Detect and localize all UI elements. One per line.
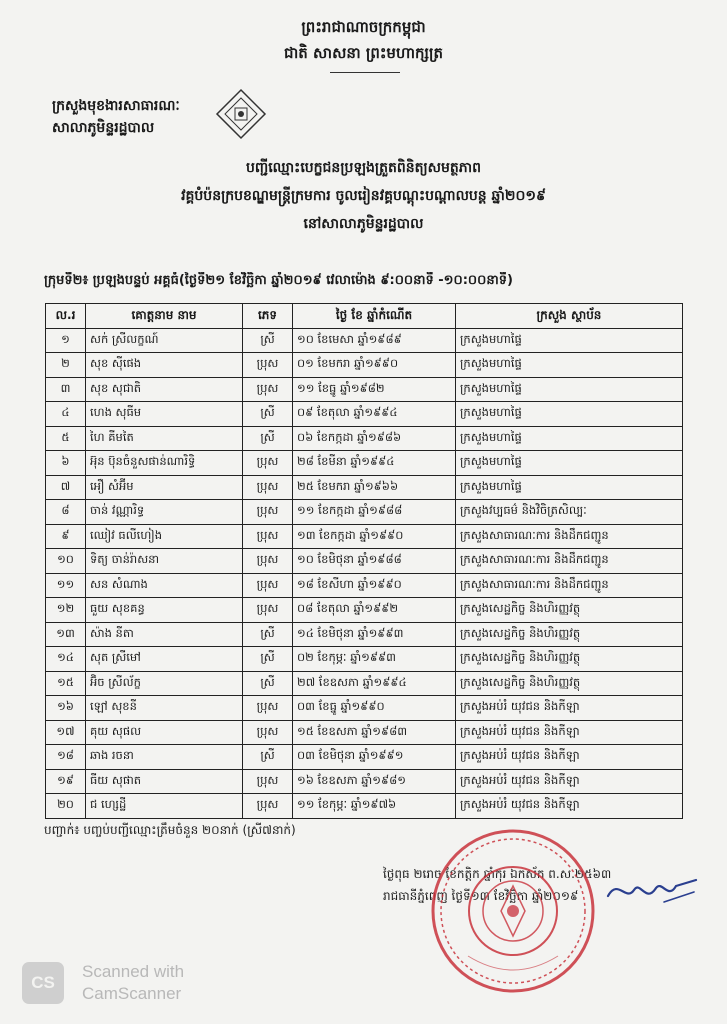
cell-sex: ស្រី xyxy=(243,745,293,770)
cell-ministry: ក្រសួងមហាផ្ទៃ xyxy=(456,451,683,476)
cell-birthdate: ០២ ខែកុម្ភៈ ឆ្នាំ១៩៩៣ xyxy=(293,647,456,672)
cell-birthdate: ១១ ខែកក្កដា ឆ្នាំ១៩៨៨ xyxy=(293,500,456,525)
cell-sex: ប្រុស xyxy=(243,353,293,378)
cell-name: សុត ស្រីមៅ xyxy=(86,647,243,672)
candidate-table xyxy=(45,303,683,819)
table-body xyxy=(46,328,683,818)
cell-number: ១៥ xyxy=(46,671,86,696)
camscanner-logo-icon: CS xyxy=(22,962,64,1004)
cell-name: សុខ សុជាតិ xyxy=(86,377,243,402)
table-row xyxy=(46,328,683,353)
cell-ministry: ក្រសួងអប់រំ យុវជន និងកីឡា xyxy=(456,745,683,770)
cell-sex: ប្រុស xyxy=(243,573,293,598)
cell-birthdate: ០៩ ខែតុលា ឆ្នាំ១៩៩៤ xyxy=(293,402,456,427)
cell-number: ១២ xyxy=(46,598,86,623)
cell-ministry: ក្រសួងអប់រំ យុវជន និងកីឡា xyxy=(456,720,683,745)
cell-number: ១៧ xyxy=(46,720,86,745)
kingdom-motto: ជាតិ សាសនា ព្រះមហាក្សត្រ xyxy=(284,44,443,62)
cell-ministry: ក្រសួងមហាផ្ទៃ xyxy=(456,426,683,451)
cell-birthdate: ១០ ខែមេសា ឆ្នាំ១៩៨៩ xyxy=(293,328,456,353)
cell-number: ១ xyxy=(46,328,86,353)
cell-name: ឈៀវ ធលីហៀង xyxy=(86,524,243,549)
table-row xyxy=(46,377,683,402)
table-row xyxy=(46,451,683,476)
cell-sex: ស្រី xyxy=(243,426,293,451)
cell-ministry: ក្រសួងមហាផ្ទៃ xyxy=(456,328,683,353)
cell-number: ៤ xyxy=(46,402,86,427)
ministry-emblem-icon xyxy=(215,88,267,140)
cell-birthdate: ២៥ ខែមករា ឆ្នាំ១៩៦៦ xyxy=(293,475,456,500)
document-subtitle: វគ្គបំប៉នក្របខណ្ឌមន្ត្រីក្រមការ ចូលរៀនវគ្គបណ្តុះបណ្តាលបន្ត ឆ្នាំ២០១៩ xyxy=(181,188,546,204)
cell-name: សន សំណាង xyxy=(86,573,243,598)
watermark-line2: CamScanner xyxy=(82,984,182,1003)
cell-name: សក់ ស្រីលក្ខណ៍ xyxy=(86,328,243,353)
table-row xyxy=(46,475,683,500)
signature-mark xyxy=(604,872,700,912)
decorative-divider xyxy=(330,72,400,79)
cell-number: ១៨ xyxy=(46,745,86,770)
cell-birthdate: ១១ ខែកុម្ភៈ ឆ្នាំ១៩៧៦ xyxy=(293,794,456,819)
cell-birthdate: ០១ ខែមករា ឆ្នាំ១៩៩០ xyxy=(293,353,456,378)
cell-birthdate: ១០ ខែមិថុនា ឆ្នាំ១៩៨៨ xyxy=(293,549,456,574)
cell-ministry: ក្រសួងអប់រំ យុវជន និងកីឡា xyxy=(456,769,683,794)
cell-ministry: ក្រសួងសាធារណៈការ និងដឹកជញ្ជូន xyxy=(456,524,683,549)
cell-number: ៥ xyxy=(46,426,86,451)
cell-name: អឿ សំអ៊ីម xyxy=(86,475,243,500)
table-row xyxy=(46,622,683,647)
cell-name: អ៊ុន ប៊ុនចំនួសផាន់ណារិទ្ធិ xyxy=(86,451,243,476)
cell-ministry: ក្រសួងអប់រំ យុវជន និងកីឡា xyxy=(456,696,683,721)
cell-number: ៣ xyxy=(46,377,86,402)
table-row xyxy=(46,745,683,770)
cell-sex: ប្រុស xyxy=(243,598,293,623)
cell-birthdate: ១៦ ខែឧសភា ឆ្នាំ១៩៨១ xyxy=(293,769,456,794)
cell-sex: ប្រុស xyxy=(243,794,293,819)
cell-number: ៩ xyxy=(46,524,86,549)
cell-ministry: ក្រសួងមហាផ្ទៃ xyxy=(456,377,683,402)
document-title: បញ្ជីឈ្មោះបេក្ខជនប្រឡងត្រួតពិនិត្យសមត្ថភាព xyxy=(245,160,482,176)
cell-number: ១១ xyxy=(46,573,86,598)
cell-sex: ស្រី xyxy=(243,671,293,696)
cell-number: ២ xyxy=(46,353,86,378)
cell-sex: ប្រុស xyxy=(243,475,293,500)
cell-name: ចាន់ វណ្ណារិទ្ធ xyxy=(86,500,243,525)
cell-ministry: ក្រសួងសាធារណៈការ និងដឹកជញ្ជូន xyxy=(456,549,683,574)
cell-birthdate: ១៨ ខែសីហា ឆ្នាំ១៩៩០ xyxy=(293,573,456,598)
header-sex: ភេទ xyxy=(243,304,293,329)
cell-name: ហៃ គីមតៃ xyxy=(86,426,243,451)
cell-ministry: ក្រសួងមហាផ្ទៃ xyxy=(456,402,683,427)
table-header-row xyxy=(46,304,683,329)
cell-name: ឆាង រចនា xyxy=(86,745,243,770)
ministry-name: ក្រសួងមុខងារសាធារណៈ xyxy=(52,98,180,114)
header-name: គោត្តនាម នាម xyxy=(86,304,243,329)
cell-ministry: ក្រសួងសេដ្ឋកិច្ច និងហិរញ្ញវត្ថុ xyxy=(456,598,683,623)
kingdom-title: ព្រះរាជាណាចក្រកម្ពុជា xyxy=(301,18,426,36)
cell-ministry: ក្រសួងសេដ្ឋកិច្ច និងហិរញ្ញវត្ថុ xyxy=(456,622,683,647)
cell-ministry: ក្រសួងសេដ្ឋកិច្ច និងហិរញ្ញវត្ថុ xyxy=(456,647,683,672)
cell-name: ទិត្យ ចាន់រ៉ាសនា xyxy=(86,549,243,574)
cell-sex: ប្រុស xyxy=(243,524,293,549)
table-row xyxy=(46,647,683,672)
table-row xyxy=(46,671,683,696)
cell-number: ១៦ xyxy=(46,696,86,721)
header-number: ល.រ xyxy=(46,304,86,329)
watermark-line1: Scanned with xyxy=(82,962,185,981)
cell-birthdate: ០៣ ខែមិថុនា ឆ្នាំ១៩៩១ xyxy=(293,745,456,770)
cell-sex: ប្រុស xyxy=(243,549,293,574)
cell-number: ៨ xyxy=(46,500,86,525)
cell-name: ឡៅ សុខនី xyxy=(86,696,243,721)
cell-sex: ប្រុស xyxy=(243,696,293,721)
cell-birthdate: ២៧ ខែឧសភា ឆ្នាំ១៩៩៤ xyxy=(293,671,456,696)
cell-name: ជ ហ្សេដ្ឋី xyxy=(86,794,243,819)
group-heading: ក្រុមទី២៖ ប្រឡងបន្ទប់ អគ្គធំ(ថ្ងៃទី២១ ខែវិច្ឆិកា ឆ្នាំ២០១៩ វេលាម៉ោង ៩:០០នាទី -១០:០០នាទី) xyxy=(44,273,513,288)
table-row xyxy=(46,500,683,525)
cell-birthdate: ១៥ ខែឧសភា ឆ្នាំ១៩៨៣ xyxy=(293,720,456,745)
table-row xyxy=(46,598,683,623)
table-row xyxy=(46,402,683,427)
cell-sex: ប្រុស xyxy=(243,451,293,476)
cell-birthdate: ១៣ ខែកក្កដា ឆ្នាំ១៩៩០ xyxy=(293,524,456,549)
table-row xyxy=(46,549,683,574)
school-name: សាលាភូមិន្ទរដ្ឋបាល xyxy=(52,120,155,136)
cell-number: ១០ xyxy=(46,549,86,574)
cell-sex: ប្រុស xyxy=(243,500,293,525)
header-birthdate: ថ្ងៃ ខែ ឆ្នាំកំណើត xyxy=(293,304,456,329)
cell-sex: ស្រី xyxy=(243,647,293,672)
cell-sex: ប្រុស xyxy=(243,377,293,402)
cell-number: ៧ xyxy=(46,475,86,500)
table-row xyxy=(46,794,683,819)
cell-name: សុខ ស៊ីផេង xyxy=(86,353,243,378)
table-row xyxy=(46,696,683,721)
cell-birthdate: ០៣ ខែធ្នូ ឆ្នាំ១៩៩០ xyxy=(293,696,456,721)
cell-birthdate: ០៦ ខែកក្កដា ឆ្នាំ១៩៨៦ xyxy=(293,426,456,451)
table-row xyxy=(46,573,683,598)
cell-ministry: ក្រសួងមហាផ្ទៃ xyxy=(456,475,683,500)
scanner-watermark xyxy=(22,962,222,1012)
cell-sex: ស្រី xyxy=(243,402,293,427)
cell-number: ៦ xyxy=(46,451,86,476)
table-row xyxy=(46,426,683,451)
cell-sex: ស្រី xyxy=(243,622,293,647)
cell-ministry: ក្រសួងអប់រំ យុវជន និងកីឡា xyxy=(456,794,683,819)
date-lunar: ថ្ងៃពុធ ២រោច ខែកត្តិក ឆ្នាំកុរ ឯកស័ក ព.ស.២៥៦៣ xyxy=(383,867,612,881)
cell-number: ១៩ xyxy=(46,769,86,794)
cell-name: គុយ សុផល xyxy=(86,720,243,745)
cell-birthdate: ១៤ ខែមិថុនា ឆ្នាំ១៩៩៣ xyxy=(293,622,456,647)
cell-sex: ប្រុស xyxy=(243,720,293,745)
cell-name: ធីយ សុផាត xyxy=(86,769,243,794)
footer-note: បញ្ជាក់៖ បញ្ចប់បញ្ជីឈ្មោះត្រឹមចំនួន ២០នាក់ (ស្រី៧នាក់) xyxy=(44,823,296,837)
cell-ministry: ក្រសួងសាធារណៈការ និងដឹកជញ្ជូន xyxy=(456,573,683,598)
cell-number: ១៤ xyxy=(46,647,86,672)
cell-name: អ៊ិច ស្រីល័ក្ខ xyxy=(86,671,243,696)
cell-ministry: ក្រសួងវប្បធម៌ និងវិចិត្រសិល្បៈ xyxy=(456,500,683,525)
cell-name: ហេង សុធីម xyxy=(86,402,243,427)
table-row xyxy=(46,353,683,378)
header-ministry: ក្រសួង ស្ថាប័ន xyxy=(456,304,683,329)
official-seal-stamp xyxy=(428,826,598,996)
cell-name: ធួយ សុខគន្ធ xyxy=(86,598,243,623)
cell-number: ២០ xyxy=(46,794,86,819)
table-row xyxy=(46,769,683,794)
date-solar: រាជធានីភ្នំពេញ ថ្ងៃទី១៣ ខែវិច្ឆិកា ឆ្នាំ២០១៩ xyxy=(383,889,579,903)
table-row xyxy=(46,720,683,745)
cell-birthdate: ១១ ខែធ្នូ ឆ្នាំ១៩៨២ xyxy=(293,377,456,402)
table-row xyxy=(46,524,683,549)
cell-ministry: ក្រសួងមហាផ្ទៃ xyxy=(456,353,683,378)
cell-sex: ប្រុស xyxy=(243,769,293,794)
cell-ministry: ក្រសួងសេដ្ឋកិច្ច និងហិរញ្ញវត្ថុ xyxy=(456,671,683,696)
cell-birthdate: ០៨ ខែតុលា ឆ្នាំ១៩៩២ xyxy=(293,598,456,623)
cell-name: ស៉ាង នីតា xyxy=(86,622,243,647)
document-venue: នៅសាលាភូមិន្ទរដ្ឋបាល xyxy=(303,216,424,232)
cell-sex: ស្រី xyxy=(243,328,293,353)
cell-number: ១៣ xyxy=(46,622,86,647)
cell-birthdate: ២៨ ខែមីនា ឆ្នាំ១៩៩៤ xyxy=(293,451,456,476)
